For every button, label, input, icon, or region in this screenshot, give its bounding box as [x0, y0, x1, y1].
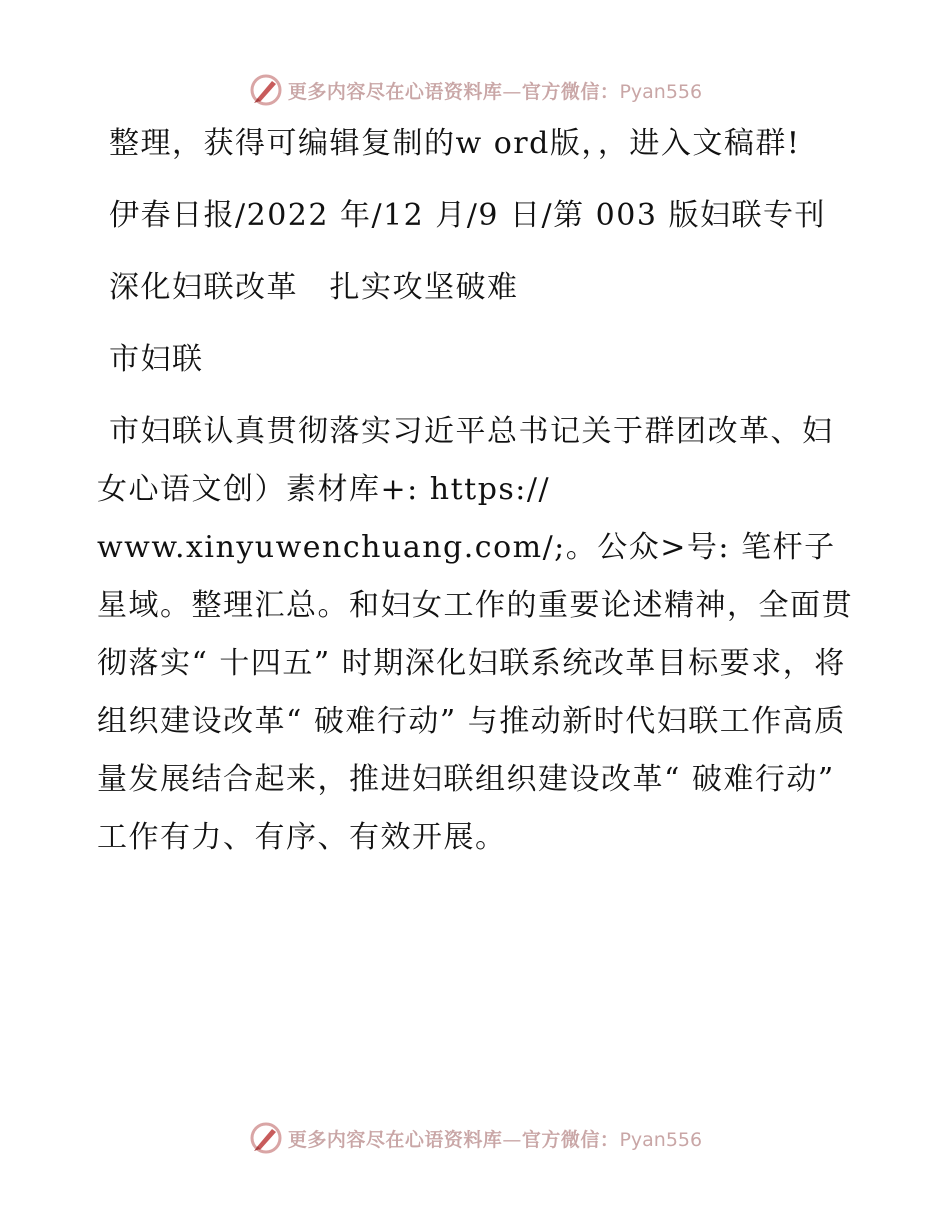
watermark-text: 更多内容尽在心语资料库—官方微信：Pyan556	[287, 1128, 703, 1151]
quill-pen-icon	[248, 1120, 284, 1156]
quill-pen-icon	[248, 72, 284, 108]
article-title: 深化妇联改革 扎实攻坚破难	[109, 270, 519, 305]
body-paragraph: 市妇联认真贯彻落实习近平总书记关于群团改革、妇女心语文创）素材库+: https:// www.xinyuwenchuang.com/;。公众>号: 笔杆子星域。整理汇总。和妇女工作的重要论述精神，全面贯彻落实“ 十四五” 时期深化妇联系统改革目标要求，将组织建设改革“ 破难行动” 与推动新时代妇联工作高质量发展结合起来，推进妇联组织建设改革“ 破难行动” 工作有力、有序、有效开展。	[97, 414, 853, 855]
intro-paragraph: 整理，获得可编辑复制的w ord版，，进入文稿群!	[109, 126, 801, 161]
watermark-text: 更多内容尽在心语资料库—官方微信：Pyan556	[287, 80, 703, 103]
document-body	[97, 115, 857, 867]
source-line: 伊春日报/2022 年/12 月/9 日/第 003 版妇联专刊	[109, 198, 826, 233]
article-author: 市妇联	[109, 342, 204, 377]
watermark-header	[0, 70, 950, 110]
watermark-footer	[0, 1118, 950, 1158]
